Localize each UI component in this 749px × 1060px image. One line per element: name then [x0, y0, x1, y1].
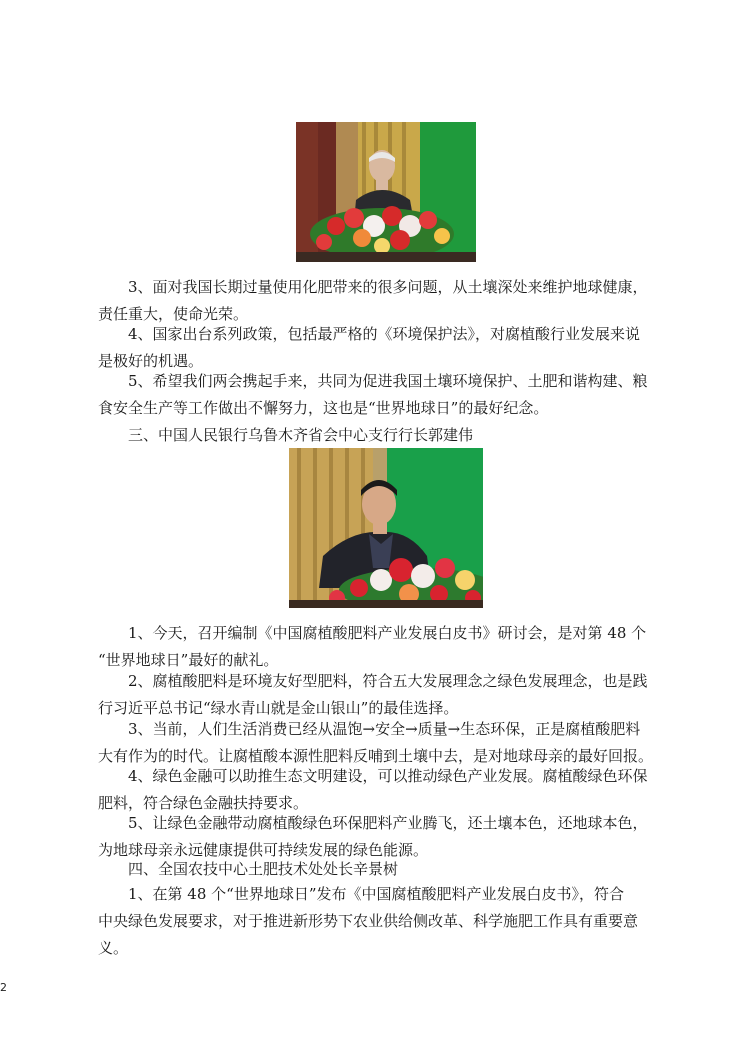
paragraph-item-2: [98, 668, 658, 722]
text-line: 是极好的机遇。: [98, 352, 204, 370]
text-line: 为地球母亲永远健康提供可持续发展的绿色能源。: [98, 841, 429, 859]
text-line: 2、腐植酸肥料是环境友好型肥料，符合五大发展理念之绿色发展理念，也是践: [128, 672, 648, 690]
text-line: 行习近平总书记“绿水青山就是金山银山”的最佳选择。: [98, 699, 459, 717]
paragraph-item-3: [98, 274, 658, 328]
speaker-photo-1: [296, 122, 476, 262]
text-line: 义。: [98, 939, 129, 957]
text-line: 1、今天，召开编制《中国腐植酸肥料产业发展白皮书》研讨会，是对第 48 个: [128, 624, 647, 642]
section-heading-4: 四、全国农技中心土肥技术处处长辛景树: [128, 860, 399, 878]
text-line: “世界地球日”最好的献礼。: [98, 651, 279, 669]
paragraph-item-4: [98, 321, 658, 375]
speaker-photo-1-image: [296, 122, 476, 262]
text-line: 中央绿色发展要求，对于推进新形势下农业供给侧改革、科学施肥工作具有重要意: [98, 912, 639, 930]
paragraph-item-1: [98, 620, 658, 674]
speaker-photo-2: [289, 448, 483, 608]
text-line: 4、国家出台系列政策，包括最严格的《环境保护法》，对腐植酸行业发展来说: [128, 325, 641, 343]
speaker-photo-2-image: [289, 448, 483, 608]
text-line: 食安全生产等工作做出不懈努力，这也是“世界地球日”的最好纪念。: [98, 399, 549, 417]
text-line: 5、希望我们两会携起手来，共同为促进我国土壤环境保护、土肥和谐构建、粮: [128, 372, 648, 390]
text-line: 大有作为的时代。让腐植酸本源性肥料反哺到土壤中去，是对地球母亲的最好回报。: [98, 747, 654, 765]
paragraph-item-3: [98, 716, 658, 770]
text-line: 3、面对我国长期过量使用化肥带来的很多问题，从土壤深处来维护地球健康，: [128, 278, 648, 296]
text-line: 5、让绿色金融带动腐植酸绿色环保肥料产业腾飞，还土壤本色，还地球本色，: [128, 814, 648, 832]
section-heading-3: 三、中国人民银行乌鲁木齐省会中心支行行长郭建伟: [128, 426, 474, 444]
text-line: 1、在第 48 个“世界地球日”发布《中国腐植酸肥料产业发展白皮书》，符合: [128, 885, 625, 903]
text-line: 责任重大，使命光荣。: [98, 305, 249, 323]
page-number: 2: [0, 981, 7, 994]
text-line: 肥料，符合绿色金融扶持要求。: [98, 794, 309, 812]
paragraph-item-5: [98, 368, 658, 422]
text-line: 3、当前，人们生活消费已经从温饱→安全→质量→生态环保，正是腐植酸肥料: [128, 720, 641, 738]
text-line: 4、绿色金融可以助推生态文明建设，可以推动绿色产业发展。腐植酸绿色环保: [128, 767, 648, 785]
paragraph-item-4: [98, 763, 658, 817]
paragraph-item-1: [98, 881, 658, 962]
